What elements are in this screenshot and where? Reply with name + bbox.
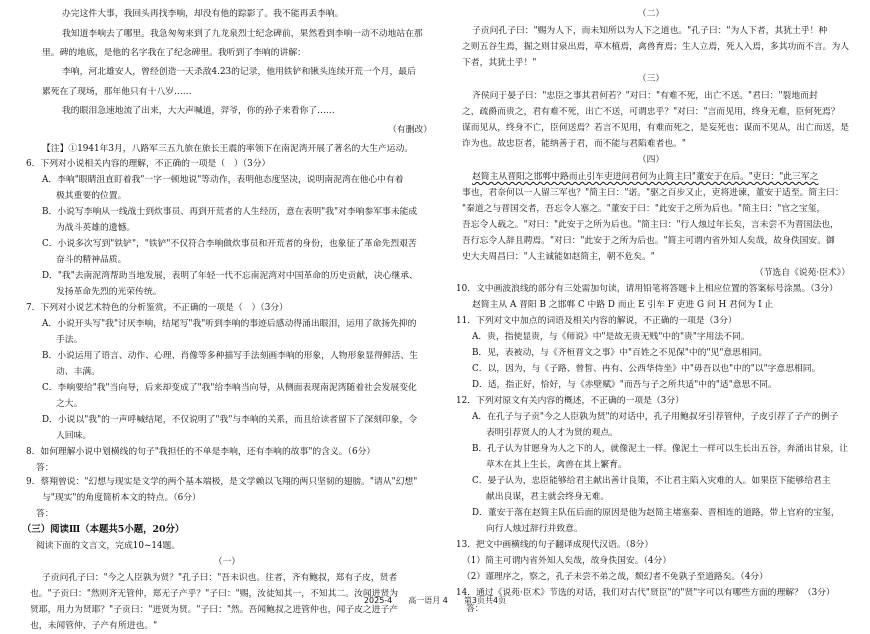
left-text-line: 人回味。 — [56, 431, 92, 441]
left-text-line: 动、丰满。 — [56, 367, 100, 377]
right-text-line: （节选自《说苑·臣术》） — [754, 268, 850, 278]
right-text-line: 事也，君奈何以一人留三军也？"简主曰："诺。"驱之百步又止，吏将进谏，董安于适至。简主曰： — [462, 188, 844, 198]
right-text-line: 11．下列对文中加点的词语及相关内容的解说，不正确的一项是（3分） — [456, 316, 737, 326]
right-text-line: 吾忘令人载之。"对曰："此安于之所为后也。"简主曰："行人烛过年长矣，言未尝不为晋国法也， — [462, 220, 839, 230]
left-text-line: 答： — [36, 509, 54, 519]
right-text-line: 赵简主从晋阳之邯郸中路而止引车吏进问君何为止简主曰"董安于在后。"吏曰："此三军之 — [472, 172, 819, 182]
page-footer: 2025-4 高一语月 4 第3页共4页 — [363, 596, 507, 605]
left-text-line: C．小说多次写到"铁铲"，"铁铲"不仅符合李响做炊事员和开荒者的身份，也象征了革命先烈艰苦 — [42, 239, 417, 249]
right-text-line: 齐侯问于晏子曰："忠臣之事其君何若？"对曰："有难不死，出亡不送。"君曰："裂地而封 — [472, 91, 818, 101]
right-text-line: 谋而见从，终身不亡，臣何送焉？若言不见用，有难而死之，是妄死也；谋而不见从，出亡而送，是 — [462, 123, 850, 133]
left-text-line: 7．下列对小说艺术特色的分析鉴赏，不正确的一项是（ ）（3分） — [26, 303, 288, 313]
right-text-line: 下者，其犹土乎！" — [462, 58, 537, 68]
left-text-line: 为战斗英雄的遗憾。 — [56, 223, 136, 233]
left-text-line: 我的眼泪急速地流了出来，大大声喊道，羿爷，你的孙子来看你了…… — [62, 106, 335, 116]
left-text-line: 极其重要的位置。 — [56, 191, 127, 201]
left-text-line: C．李响要给"我"当向导，后来却变成了"我"给李响当向导，从侧面表现南泥湾随着社会发展变化 — [42, 383, 417, 393]
left-text-line: 答： — [36, 463, 54, 473]
right-text-line: D．适，指正好，恰好，与《赤壁赋》"而吾与子之所共适"中的"适"意思不同。 — [472, 380, 777, 390]
right-text-line: "秦道之与晋国交者，吾忘令人塞之。"董安于曰："此安于之所为后也。"简主曰："官之宝玺， — [462, 204, 826, 214]
right-text-line: （四） — [637, 155, 665, 165]
left-text-line: 贤耶，用力为贤耶？"子贡曰："进贤为贤。"子曰："然。吾闻鲍叔之进管仲也，闻子皮之进子产 — [30, 605, 399, 615]
right-text-line: 赵简主从 A 晋阳 B 之邯郸 C 中路 D 而止 E 引车 F 吏进 G 问 H 君何为 I 止 — [472, 300, 774, 310]
right-text-line: 答： — [466, 604, 484, 614]
left-text-line: 累死在了现场，那年他只有十八岁…… — [42, 87, 192, 97]
left-text-line: 6．下列对小说相关内容的理解，不正确的一项是（ ）（3分） — [26, 159, 271, 169]
left-text-line: 里。碑的地底，是他的名字我在了纪念碑里。我听到了李响的讲解： — [42, 48, 306, 58]
left-text-line: A．小说开头写"我"讨厌李响，结尾写"我"听到李响的事迹后感动得涌出眼泪，运用了欲扬先抑的 — [42, 319, 417, 329]
left-text-line: D．"我"去南泥湾帮助当地发展，表明了年轻一代不忘南泥湾对中国革命的历史贡献，决心继承、 — [42, 271, 418, 281]
left-text-line: 手法。 — [56, 335, 83, 345]
right-text-line: 史大夫周昌曰："人主诚能如赵简主，朝不危矣。" — [462, 252, 655, 262]
left-text-line: 与"现实"的角度简析本文的特点。（6分） — [42, 493, 201, 503]
left-text-line: A．李响"眼睛沮直盯着我"一字一顿地说"等动作，表明他态度坚决，说明南泥湾在他心中有着 — [42, 175, 404, 185]
left-text-line: 发扬革命先烈的光荣传统。 — [56, 287, 162, 297]
left-text-line: 办完这件大事，我回头再找李响，却没有他的踪影了。我不能再丢李响。 — [62, 9, 344, 19]
right-text-line: 诈为也。故忠臣者，能纳善于君，而不能与君陷难者也。" — [462, 139, 686, 149]
right-text-line: （三） — [637, 74, 665, 84]
left-text-line: 李响，河北雄安人，曾经创造一天杀敌4.23的记录，他用铁铲和锹头连续开荒一个月，最后 — [62, 67, 416, 77]
right-text-line: 向行人烛过辞行并致意。 — [486, 524, 583, 534]
left-text-line: 子贡问孔子曰："今之人臣孰为贤？"孔子曰："吾未识也。往者，齐有鲍叔，郑有子皮，贤者 — [42, 573, 398, 583]
right-text-line: C．以，因为，与《子路、曾皙、冉有、公西华侍坐》中"毋吾以也"中的"以"字意思相同。 — [472, 364, 821, 374]
left-text-line: （有删改） — [388, 125, 432, 135]
right-text-line: 表明引荐贤人的人才为贤的观点。 — [486, 428, 618, 438]
right-text-line: D．董安于落在赵简主队伍后面的原因是他为赵简主堵塞秦、晋相连的道路，带上官府的宝玺， — [472, 508, 840, 518]
left-text-line: B．小说写李响从一线战士到炊事员、再到开荒者的人生经历，意在表明"我"对李响参军事未能成 — [42, 207, 418, 217]
left-text-line: 奋斗的精神品质。 — [56, 255, 127, 265]
right-text-line: A．贵，指使显贵，与《师说》中"是故无贵无贱"中的"贵"字用法不同。 — [472, 332, 750, 342]
left-text-line: 我知道李响去了哪里。我急匆匆来到了九龙泉烈士纪念碑前，果然看到李响一动不动地站在那 — [62, 29, 423, 39]
right-text-line: 13．把文中画横线的句子翻译成现代汉语。（8分） — [456, 540, 654, 550]
right-text-line: B．孔子认为甘愿身为人之下的人，就像泥土一样。像泥土一样可以生长出五谷，奔涌出甘泉，让 — [472, 444, 848, 454]
left-text-line: B．小说运用了语言、动作、心理、肖像等多种描写手法刻画李响的形象，人物形象显得鲜活、生 — [42, 351, 418, 361]
left-text-line: 也，未闻管仲、子产有所进也。" — [30, 621, 158, 631]
left-text-line: 9．蔡翔曾说："幻想与现实是文学的两个基本端极，是文学赖以飞翔的两只坚韧的翅膀。"请从"幻想" — [26, 477, 418, 487]
left-text-line: （三）阅读Ⅲ（本题共5小题，20分） — [22, 524, 185, 535]
right-text-line: 子贡问孔子曰："赐为人下，而未知所以为人下之道也。"孔子曰："为人下者，其犹土乎！种 — [472, 26, 828, 36]
right-text-line: 吾行忘令人辞且聘焉。"对曰："此安于之所为后也。"简主可谓内省外知人矣哉，故身佚国安。御 — [462, 236, 835, 246]
right-text-line: C．晏子认为，忠臣能够给君主献出善计良策，不让君主陷入灾难的人。如果臣下能够给君主 — [472, 476, 831, 486]
left-text-line: 8．如何理解小说中划横线的句子"我担任的不单是李响，还有李响的故事"的含义。（6分） — [26, 447, 376, 457]
left-text-line: 也。"子贡曰："然则齐无管仲，郑无子产乎？"子曰："赐，汝徒知其一，不知其二。汝闻进贤为 — [30, 589, 399, 599]
left-text-line: （一） — [213, 557, 241, 567]
left-text-line: D．小说以"我"的一声呼喊结尾，不仅说明了"我"与李响的关系，而且给读者留下了深刻印象，令 — [42, 415, 418, 425]
right-text-line: （2）谨理序之，察之，孔子未尝不弟之哉，颓幻者不免孰子至道路矣。（4分） — [462, 572, 768, 582]
right-text-line: 之则五谷生焉，掘之则甘泉出焉，草木植焉，禽兽育焉；生人立焉，死人入焉，多其功而不言。为人 — [462, 42, 850, 52]
left-text-line: 阅读下面的文言文，完成10~14题。 — [36, 541, 181, 551]
right-text-line: B．见，表被动，与《齐桓晋文之事》中"百姓之不见保"中的"见"意思相同。 — [472, 348, 768, 358]
right-text-line: 之，疏爵而贵之，君有难不死，出亡不送，可谓忠乎？"对曰："言而见用，终身无难，臣何死焉？ — [462, 107, 840, 117]
right-text-line: 14．通过《说苑·臣术》节选的对话，我们对古代"贤臣"的"贤"字可以有哪些方面的理解？（3分） — [456, 588, 835, 598]
right-text-line: 12．下列对原文有关内容的概述，不正确的一项是（3分） — [456, 396, 684, 406]
left-text-line: 之大。 — [56, 399, 83, 409]
right-text-line: 10．文中画波浪线的部分有三处需加句读，请用铅笔将答题卡上相应位置的答案标号涂黑。（3分） — [456, 284, 838, 294]
right-text-line: （二） — [637, 9, 665, 19]
right-text-line: 献出良谋，君主就会终身无难。 — [486, 492, 610, 502]
right-text-line: 草木在其上生长，禽兽在其上繁育。 — [486, 460, 627, 470]
right-text-line: （1）简主可谓内省外知人矣哉，故身佚国安。（4分） — [462, 556, 672, 566]
left-text-line: 【注】①1941年3月，八路军三五九旅在旅长王震的率领下在南泥湾开展了著名的大生产运动。 — [42, 144, 414, 154]
right-text-line: A．在孔子与子贡"今之人臣孰为贤"的对话中，孔子用鲍叔牙引荐管仲，子皮引荐了子产的例子 — [472, 412, 839, 422]
